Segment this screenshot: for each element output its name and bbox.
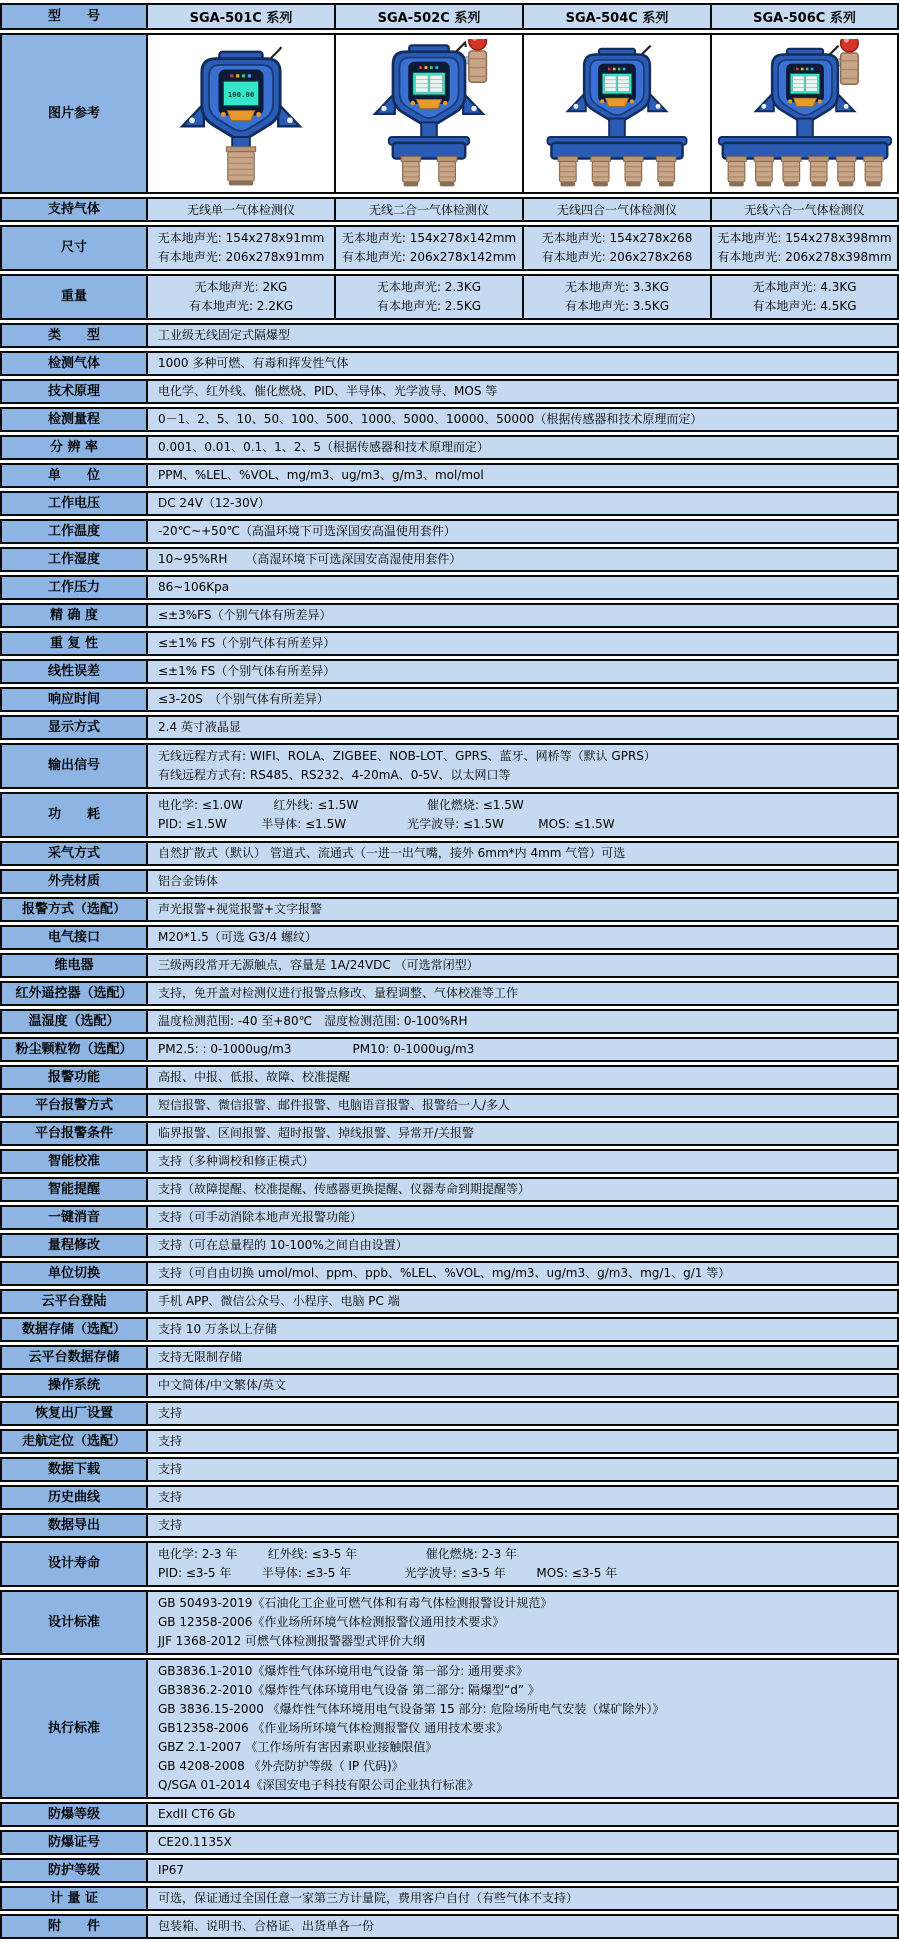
spec-row-value: [148, 1065, 899, 1090]
sensor-head-icon: [808, 157, 828, 187]
spec-row-value: [148, 925, 899, 950]
spec-row-value: [148, 1233, 899, 1258]
spec-row-label: 精 确 度: [0, 603, 148, 628]
spec-row-value: [148, 715, 899, 740]
spec-value-line: GB 4208-2008 《外壳防护等级（ IP 代码)》: [158, 1759, 404, 1773]
spec-row-value: [148, 981, 899, 1006]
spec-row-label: 走航定位（选配）: [0, 1429, 148, 1454]
spec-row-label: 红外遥控器（选配）: [0, 981, 148, 1006]
spec-row-value: [148, 1802, 899, 1827]
spec-row-label: 单 位: [0, 463, 148, 488]
spec-row-value: [148, 1457, 899, 1482]
spec-value-line: GB12358-2006 《作业场所环境气体检测报警仪 通用技术要求》: [158, 1721, 509, 1735]
spec-row: [0, 1513, 899, 1538]
spec-row-label: 外壳材质: [0, 869, 148, 894]
spec-row-label: 历史曲线: [0, 1485, 148, 1510]
spec-row-label: 输出信号: [0, 743, 148, 789]
spec-row-value: [148, 1093, 899, 1118]
spec-row-label: 单位切换: [0, 1261, 148, 1286]
spec-row: [0, 491, 899, 516]
spec-value-line: PID: ≤3-5 年 半导体: ≤3-5 年 光学波导: ≤3-5 年 MOS: ≤3-5 年: [158, 1566, 618, 1580]
image-row: [0, 33, 899, 194]
spec-value-line: GB 50493-2019《石油化工企业可燃气体和有毒气体检测报警设计规范》: [158, 1596, 553, 1610]
sensor-head-icon: [624, 157, 644, 187]
spec-value-line: 短信报警、微信报警、邮件报警、电脑语音报警、报警给一人/多人: [158, 1098, 511, 1112]
spec-row-label: 报警功能: [0, 1065, 148, 1090]
spec-value-line: 无本地声光: 2KG: [194, 280, 288, 294]
series-column-header: SGA-502C 系列: [336, 3, 524, 30]
spec-value-line: 有本地声光: 206x278x398mm: [717, 250, 892, 264]
spec-row: [0, 197, 899, 222]
spec-row: [0, 274, 899, 320]
spec-row: [0, 715, 899, 740]
spec-value-line: 支持: [158, 1518, 183, 1532]
spec-row-value: [336, 274, 524, 320]
spec-row-value: 无线二合一气体检测仪: [336, 197, 524, 222]
sensor-head-icon: [226, 147, 255, 186]
spec-row-value: [712, 225, 899, 271]
spec-row: [0, 547, 899, 572]
product-image-cell: [336, 33, 524, 194]
spec-value-line: 电化学、红外线、催化燃烧、PID、半导体、光学波导、MOS 等: [158, 384, 498, 398]
spec-row: [0, 1541, 899, 1587]
spec-row-value: [148, 547, 899, 572]
spec-value-line: ≤3-20S （个别气体有所差异）: [158, 692, 329, 706]
spec-row-value: [148, 491, 899, 516]
spec-row: [0, 1802, 899, 1827]
spec-row-value: [148, 1373, 899, 1398]
spec-row: [0, 1233, 899, 1258]
spec-row: [0, 603, 899, 628]
spec-value-line: CE20.1135X: [158, 1835, 232, 1849]
spec-row-value: [148, 1914, 899, 1939]
spec-row: [0, 351, 899, 376]
spec-value-line: 0.001、0.01、0.1、1、2、5（根据传感器和技术原理而定）: [158, 440, 490, 454]
spec-row: [0, 1658, 899, 1799]
spec-value-line: 声光报警+视觉报警+文字报警: [158, 902, 323, 916]
spec-row-label: 数据下载: [0, 1457, 148, 1482]
spec-row: [0, 1009, 899, 1034]
spec-value-line: 自然扩散式（默认） 管道式、流通式（一进一出气嘴，接外 6mm*内 4mm 气管）可选: [158, 846, 626, 860]
spec-row-value: [148, 953, 899, 978]
spec-row: [0, 792, 899, 838]
spec-row-value: [148, 351, 899, 376]
spec-row-value: [148, 1886, 899, 1911]
spec-row: [0, 1401, 899, 1426]
spec-row-value: [148, 463, 899, 488]
spec-row-label: 显示方式: [0, 715, 148, 740]
sensor-head-icon: [437, 157, 457, 187]
spec-row-label: 智能提醒: [0, 1177, 148, 1202]
spec-value-line: PM2.5: : 0-1000ug/m3 PM10: 0-1000ug/m3: [158, 1042, 475, 1056]
spec-row: [0, 519, 899, 544]
spec-row-value: [148, 379, 899, 404]
sensor-head-icon: [591, 157, 611, 187]
spec-value-line: 86~106Kpa: [158, 580, 230, 594]
spec-row-label: 功 耗: [0, 792, 148, 838]
spec-value-line: 中文简体/中文繁体/英文: [158, 1378, 287, 1392]
spec-row: [0, 743, 899, 789]
spec-value-line: PPM、%LEL、%VOL、mg/m3、ug/m3、g/m3、mol/mol: [158, 468, 484, 482]
spec-row-label: 量程修改: [0, 1233, 148, 1258]
spec-row: [0, 1485, 899, 1510]
spec-value-line: 支持: [158, 1490, 183, 1504]
spec-row-value: 无线六合一气体检测仪: [712, 197, 899, 222]
spec-row-value: [524, 225, 712, 271]
spec-value-line: 1000 多种可燃、有毒和挥发性气体: [158, 356, 349, 370]
spec-value-line: 10~95%RH （高湿环境下可选深国安高湿使用套件）: [158, 552, 462, 566]
spec-row-label: 尺寸: [0, 225, 148, 271]
spec-row: [0, 463, 899, 488]
spec-row-value: [148, 1037, 899, 1062]
image-row-label: 图片参考: [0, 33, 148, 194]
spec-row-value: [148, 1485, 899, 1510]
device-illustration-sga-504c: [525, 39, 709, 188]
sensor-head-icon: [558, 157, 578, 187]
spec-value-line: 无线远程方式有: WIFI、ROLA、ZIGBEE、NOB-LOT、GPRS、蓝牙、网桥等（默认 GPRS）: [158, 749, 656, 763]
spec-value-line: 支持（故障提醒、校准提醒、传感器更换提醒、仪器寿命到期提醒等）: [158, 1182, 531, 1196]
spec-row-label: 类 型: [0, 323, 148, 348]
spec-row-value: [148, 1177, 899, 1202]
spec-row-label: 响应时间: [0, 687, 148, 712]
spec-row-value: [148, 687, 899, 712]
spec-row-value: [148, 1261, 899, 1286]
spec-value-line: 临界报警、区间报警、超时报警、掉线报警、异常开/关报警: [158, 1126, 475, 1140]
spec-row: [0, 1261, 899, 1286]
sensor-head-icon: [781, 157, 801, 187]
product-image-cell: [524, 33, 712, 194]
spec-value-line: JJF 1368-2012 可燃气体检测报警器型式评价大纲: [158, 1634, 426, 1648]
spec-row-value: [148, 1345, 899, 1370]
spec-value-line: 无本地声光: 154x278x91mm: [157, 231, 325, 245]
spec-row-value: [148, 897, 899, 922]
spec-value-line: 0－1、2、5、10、50、100、500、1000、5000、10000、50000（根据传感器和技术原理而定）: [158, 412, 703, 426]
spec-row: [0, 1177, 899, 1202]
spec-row-label: 重量: [0, 274, 148, 320]
spec-row-label: 重 复 性: [0, 631, 148, 656]
spec-value-line: GBZ 2.1-2007 《工作场所有害因素职业接触限值》: [158, 1740, 438, 1754]
spec-value-line: Q/SGA 01-2014《深国安电子科技有限公司企业执行标准》: [158, 1778, 479, 1792]
spec-value-line: 2.4 英寸液晶显: [158, 720, 241, 734]
spec-row-label: 平台报警条件: [0, 1121, 148, 1146]
device-illustration-sga-502c: [337, 39, 521, 188]
spec-row-label: 执行标准: [0, 1658, 148, 1799]
spec-row: [0, 1289, 899, 1314]
spec-row: [0, 575, 899, 600]
spec-row-value: [148, 603, 899, 628]
spec-value-line: 支持: [158, 1434, 183, 1448]
spec-row-label: 设计寿命: [0, 1541, 148, 1587]
spec-row: [0, 1093, 899, 1118]
spec-value-line: 有本地声光: 206x278x91mm: [157, 250, 325, 264]
spec-row-value: [524, 274, 712, 320]
spec-value-line: 有本地声光: 206x278x268: [541, 250, 693, 264]
spec-row: [0, 659, 899, 684]
spec-row: [0, 1858, 899, 1883]
spec-row-value: [148, 1590, 899, 1655]
spec-row-value: [148, 274, 336, 320]
series-column-header: SGA-501C 系列: [148, 3, 336, 30]
spec-row-label: 温湿度（选配）: [0, 1009, 148, 1034]
spec-row-label: 防爆等级: [0, 1802, 148, 1827]
spec-row: [0, 1037, 899, 1062]
spec-row-label: 工作压力: [0, 575, 148, 600]
spec-row-value: [712, 274, 899, 320]
spec-row-label: 附 件: [0, 1914, 148, 1939]
spec-row: [0, 1149, 899, 1174]
spec-row: [0, 1205, 899, 1230]
device-illustration-sga-501c: [149, 39, 333, 188]
spec-row-value: [148, 1429, 899, 1454]
spec-table-body: [0, 3, 899, 1939]
spec-row-value: [148, 659, 899, 684]
spec-value-line: ≤±3%FS（个别气体有所差异）: [158, 608, 332, 622]
product-image-cell: [712, 33, 899, 194]
spec-value-line: 无本地声光: 154x278x398mm: [717, 231, 892, 245]
spec-row-label: 防护等级: [0, 1858, 148, 1883]
spec-value-line: GB3836.2-2010《爆炸性气体环境用电气设备 第二部分: 隔爆型“d” 》: [158, 1683, 540, 1697]
spec-row: [0, 1590, 899, 1655]
spec-row-value: [148, 1401, 899, 1426]
manifold-bar: [722, 143, 886, 159]
spec-value-line: 支持（可自由切换 umol/mol、ppm、ppb、%LEL、%VOL、mg/m3、ug/m3、g/m3、mg/1、g/1 等）: [158, 1266, 731, 1280]
spec-row-value: [148, 1289, 899, 1314]
spec-value-line: 无本地声光: 154x278x268: [541, 231, 693, 245]
spec-row-value: [148, 631, 899, 656]
spec-row: [0, 1830, 899, 1855]
spec-row-value: [148, 1317, 899, 1342]
spec-row-value: [148, 1149, 899, 1174]
spec-row-label: 平台报警方式: [0, 1093, 148, 1118]
spec-value-line: 有本地声光: 2.2KG: [188, 299, 294, 313]
spec-row-label: 设计标准: [0, 1590, 148, 1655]
spec-row: [0, 1121, 899, 1146]
spec-row-label: 防爆证号: [0, 1830, 148, 1855]
spec-row-label: 线性误差: [0, 659, 148, 684]
spec-row-label: 支持气体: [0, 197, 148, 222]
spec-row: [0, 225, 899, 271]
spec-row-value: [148, 1830, 899, 1855]
spec-row: [0, 1065, 899, 1090]
spec-row: [0, 687, 899, 712]
spec-row-value: [148, 792, 899, 838]
spec-value-line: ExdII CT6 Gb: [158, 1807, 236, 1821]
spec-row-value: [148, 1858, 899, 1883]
spec-row-label: 计 量 证: [0, 1886, 148, 1911]
device-screen-reading: 100.00: [227, 89, 255, 99]
spec-row-value: [148, 519, 899, 544]
spec-row-label: 数据导出: [0, 1513, 148, 1538]
sensor-head-icon: [401, 157, 421, 187]
spec-value-line: 无本地声光: 4.3KG: [752, 280, 857, 294]
series-column-header: SGA-506C 系列: [712, 3, 899, 30]
spec-row: [0, 379, 899, 404]
spec-row-label: 云平台登陆: [0, 1289, 148, 1314]
spec-value-line: 支持（多种调校和修正模式）: [158, 1154, 315, 1168]
spec-row: [0, 925, 899, 950]
spec-row: [0, 841, 899, 866]
spec-row-value: [148, 841, 899, 866]
spec-row: [0, 1886, 899, 1911]
spec-value-line: 可选，保证通过全国任意一家第三方计量院，费用客户自付（有些气体不支持）: [158, 1891, 579, 1905]
spec-value-line: 三级两段常开无源触点，容量是 1A/24VDC （可选常闭型）: [158, 958, 479, 972]
sensor-head-icon: [836, 157, 856, 187]
spec-row: [0, 897, 899, 922]
spec-row-label: 操作系统: [0, 1373, 148, 1398]
spec-row: [0, 631, 899, 656]
spec-value-line: DC 24V（12-30V）: [158, 496, 270, 510]
spec-value-line: 有线远程方式有: RS485、RS232、4-20mA、0-5V、以太网口等: [158, 768, 511, 782]
spec-row-value: [148, 225, 336, 271]
spec-value-line: 有本地声光: 3.5KG: [564, 299, 670, 313]
spec-value-line: -20℃~+50℃（高温环境下可选深国安高温使用套件）: [158, 524, 456, 538]
spec-value-line: 有本地声光: 4.5KG: [752, 299, 857, 313]
spec-value-line: 有本地声光: 2.5KG: [376, 299, 482, 313]
spec-row-label: 工作电压: [0, 491, 148, 516]
spec-row-value: [148, 1121, 899, 1146]
spec-value-line: PID: ≤1.5W 半导体: ≤1.5W 光学波导: ≤1.5W MOS: ≤1.5W: [158, 817, 615, 831]
spec-row-value: [148, 869, 899, 894]
spec-value-line: 支持无限制存储: [158, 1350, 243, 1364]
spec-row-label: 检测量程: [0, 407, 148, 432]
spec-row-value: [336, 225, 524, 271]
spec-value-line: 包装箱、说明书、合格证、出货单各一份: [158, 1919, 375, 1933]
spec-value-line: ≤±1% FS（个别气体有所差异）: [158, 664, 336, 678]
spec-value-line: 支持: [158, 1406, 183, 1420]
spec-row: [0, 407, 899, 432]
spec-row-value: 无线四合一气体检测仪: [524, 197, 712, 222]
spec-value-line: 有本地声光: 206x278x142mm: [341, 250, 517, 264]
spec-row: [0, 1373, 899, 1398]
spec-value-line: GB 3836.15-2000 《爆炸性气体环境用电气设备第 15 部分: 危险场所电气安装（煤矿除外）》: [158, 1702, 665, 1716]
spec-value-line: 电化学: 2-3 年 红外线: ≤3-5 年 催化燃烧: 2-3 年: [158, 1547, 518, 1561]
spec-row-value: [148, 575, 899, 600]
spec-row: [0, 1317, 899, 1342]
spec-row-label: 分 辨 率: [0, 435, 148, 460]
spec-row-value: 无线单一气体检测仪: [148, 197, 336, 222]
sensor-head-icon: [726, 157, 746, 187]
detector-body: [182, 52, 299, 139]
spec-row-label: 检测气体: [0, 351, 148, 376]
spec-value-line: 无本地声光: 2.3KG: [376, 280, 482, 294]
spec-value-line: 工业级无线固定式隔爆型: [158, 328, 291, 342]
spec-row: [0, 1429, 899, 1454]
spec-row: [0, 953, 899, 978]
spec-value-line: 铝合金铸体: [158, 874, 219, 888]
spec-value-line: ≤±1% FS（个别气体有所差异）: [158, 636, 336, 650]
spec-value-line: 支持（可在总量程的 10-100%之间自由设置）: [158, 1238, 408, 1252]
spec-value-line: GB 12358-2006《作业场所环境气体检测报警仪通用技术要求》: [158, 1615, 505, 1629]
spec-row-label: 恢复出厂设置: [0, 1401, 148, 1426]
spec-row: [0, 323, 899, 348]
spec-row-value: [148, 1658, 899, 1799]
spec-row-value: [148, 435, 899, 460]
spec-row: [0, 1914, 899, 1939]
spec-row-label: 技术原理: [0, 379, 148, 404]
spec-row-value: [148, 1205, 899, 1230]
sensor-head-icon: [863, 157, 883, 187]
spec-row: [0, 1345, 899, 1370]
spec-value-line: 支持（可手动消除本地声光报警功能）: [158, 1210, 363, 1224]
spec-row-label: 数据存储（选配）: [0, 1317, 148, 1342]
spec-value-line: 温度检测范围: -40 至+80℃ 湿度检测范围: 0-100%RH: [158, 1014, 468, 1028]
spec-row-value: [148, 743, 899, 789]
spec-row-label: 工作湿度: [0, 547, 148, 572]
spec-value-line: IP67: [158, 1863, 185, 1877]
spec-row-label: 智能校准: [0, 1149, 148, 1174]
spec-value-line: 无本地声光: 3.3KG: [564, 280, 670, 294]
spec-row-value: [148, 323, 899, 348]
detector-body: [568, 49, 667, 122]
spec-value-line: 支持: [158, 1462, 183, 1476]
spec-row-label: 采气方式: [0, 841, 148, 866]
spec-value-line: 电化学: ≤1.0W 红外线: ≤1.5W 催化燃烧: ≤1.5W: [158, 798, 524, 812]
spec-row-label: 报警方式（选配）: [0, 897, 148, 922]
product-image-cell: [148, 33, 336, 194]
spec-row: [0, 981, 899, 1006]
sensor-head-icon: [754, 157, 774, 187]
header-row-label: 型 号: [0, 3, 148, 30]
spec-row-label: 工作温度: [0, 519, 148, 544]
spec-row-value: [148, 1009, 899, 1034]
series-column-header: SGA-504C 系列: [524, 3, 712, 30]
spec-value-line: 无本地声光: 154x278x142mm: [341, 231, 517, 245]
sensor-head-icon: [656, 157, 676, 187]
spec-row-label: 云平台数据存储: [0, 1345, 148, 1370]
spec-value-line: 高报、中报、低报、故障、校准提醒: [158, 1070, 351, 1084]
spec-value-line: 支持 10 万条以上存储: [158, 1322, 277, 1336]
header-row: [0, 3, 899, 30]
device-illustration-sga-506c: [713, 39, 897, 188]
spec-row-label: 一键消音: [0, 1205, 148, 1230]
spec-value-line: M20*1.5（可选 G3/4 螺纹）: [158, 930, 317, 944]
spec-row-value: [148, 1513, 899, 1538]
spec-row: [0, 1457, 899, 1482]
spec-value-line: GB3836.1-2010《爆炸性气体环境用电气设备 第一部分: 通用要求》: [158, 1664, 529, 1678]
spec-row-value: [148, 407, 899, 432]
spec-value-line: 支持，免开盖对检测仪进行报警点修改、量程调整、气体校准等工作: [158, 986, 519, 1000]
spec-row: [0, 435, 899, 460]
spec-row-label: 粉尘颗粒物（选配）: [0, 1037, 148, 1062]
spec-row-label: 电气接口: [0, 925, 148, 950]
spec-row: [0, 869, 899, 894]
spec-row-label: 维电器: [0, 953, 148, 978]
spec-value-line: 手机 APP、微信公众号、小程序、电脑 PC 端: [158, 1294, 400, 1308]
spec-row-value: [148, 1541, 899, 1587]
